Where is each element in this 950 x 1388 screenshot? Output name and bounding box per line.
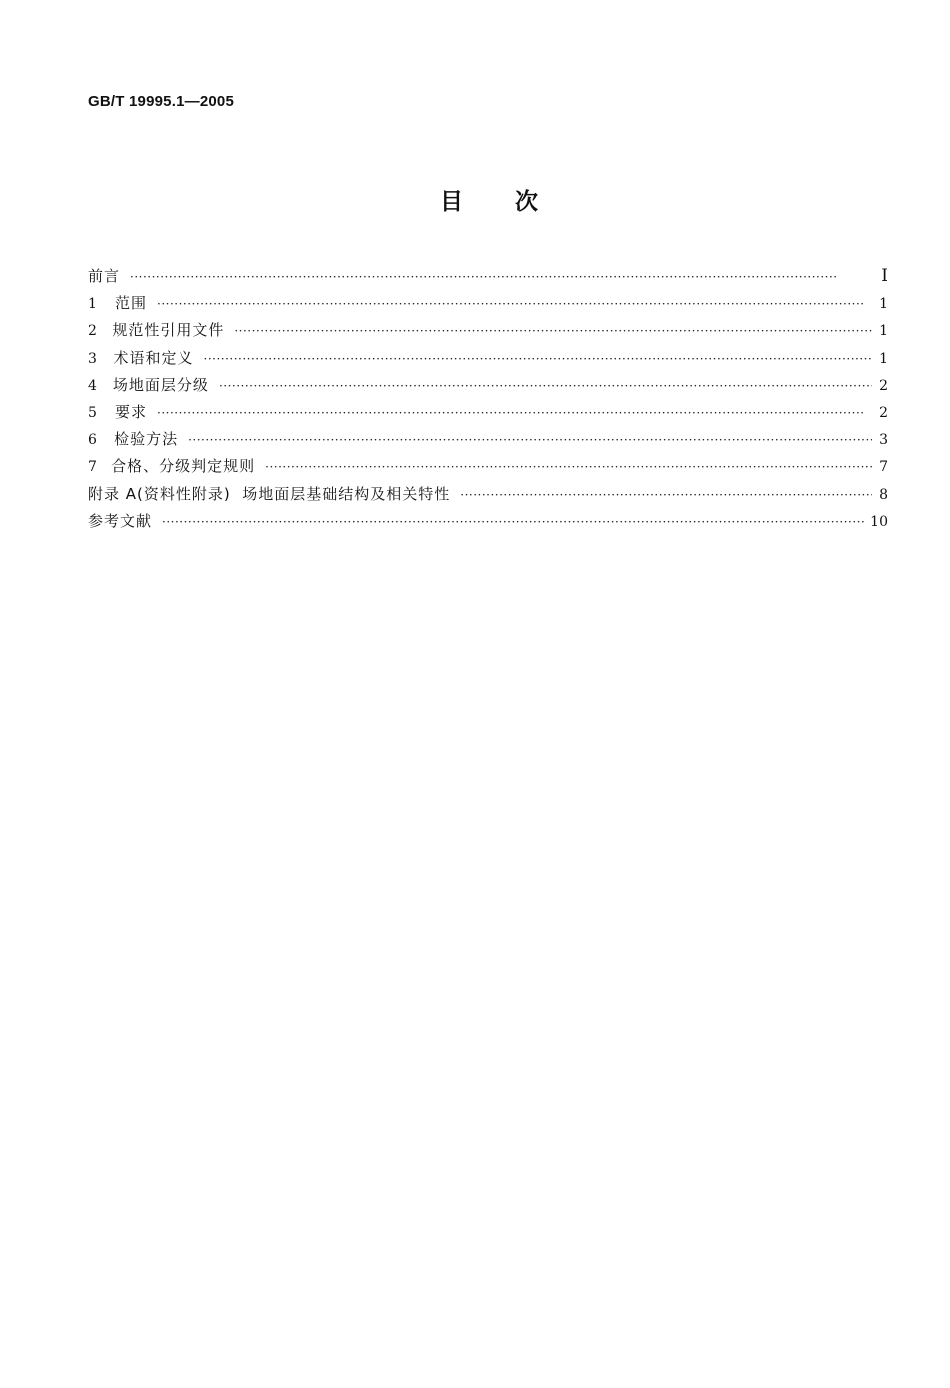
toc-entry-label: 参考文献 — [88, 511, 153, 530]
toc-entry-label: 附录 A(资料性附录) 场地面层基础结构及相关特性 — [88, 484, 451, 503]
toc-entry-surface-classification[interactable] — [88, 374, 888, 401]
toc-entry-page: 1 — [879, 350, 888, 367]
toc-entry-number: 4 — [88, 377, 97, 394]
toc-entry-number: 1 — [88, 296, 97, 313]
table-of-contents — [88, 265, 888, 537]
toc-entry-label: 要求 — [115, 402, 148, 421]
toc-leader-dots — [234, 324, 872, 338]
toc-leader-dots — [162, 515, 864, 529]
toc-leader-dots — [219, 379, 872, 393]
toc-leader-dots — [460, 488, 872, 502]
toc-leader-dots — [204, 352, 872, 366]
toc-entry-scope[interactable] — [88, 292, 888, 319]
toc-entry-normative-references[interactable] — [88, 319, 888, 346]
toc-entry-foreword[interactable] — [88, 265, 888, 292]
toc-entry-page: 1 — [879, 323, 888, 340]
toc-leader-dots — [157, 406, 872, 420]
toc-entry-page: 1 — [879, 296, 888, 313]
title-char-1: 目 — [440, 189, 463, 215]
toc-entry-label: 范围 — [115, 294, 148, 313]
toc-entry-page: 2 — [879, 404, 888, 421]
toc-entry-number: 2 — [88, 323, 97, 340]
toc-entry-page: 2 — [879, 377, 888, 394]
toc-entry-number: 5 — [88, 404, 97, 421]
toc-entry-requirements[interactable] — [88, 401, 888, 428]
toc-entry-page: 7 — [879, 459, 888, 476]
toc-entry-label: 场地面层分级 — [112, 375, 209, 394]
toc-entry-number: 6 — [88, 432, 97, 449]
toc-leader-dots — [265, 460, 872, 474]
toc-leader-dots — [130, 270, 872, 284]
toc-entry-page: 3 — [879, 432, 888, 449]
toc-entry-test-methods[interactable] — [88, 428, 888, 455]
page-title — [0, 183, 950, 216]
toc-entry-conformity-rules[interactable] — [88, 455, 888, 482]
toc-entry-page: I — [881, 266, 888, 286]
toc-leader-dots — [157, 297, 872, 311]
toc-entry-number: 7 — [88, 459, 97, 476]
toc-entry-label: 合格、分级判定规则 — [111, 457, 256, 476]
toc-entry-terms-definitions[interactable] — [88, 347, 888, 374]
toc-entry-page: 8 — [879, 486, 888, 503]
toc-entry-label: 术语和定义 — [113, 348, 194, 367]
toc-leader-dots — [188, 433, 872, 447]
toc-entry-annex-a[interactable] — [88, 483, 888, 510]
title-char-2: 次 — [515, 189, 538, 215]
standard-code: GB/T 19995.1—2005 — [88, 93, 234, 110]
toc-entry-page: 10 — [870, 513, 888, 530]
toc-entry-bibliography[interactable] — [88, 510, 888, 537]
toc-entry-label: 前言 — [88, 267, 121, 285]
toc-entry-number: 3 — [88, 350, 97, 367]
toc-entry-label: 规范性引用文件 — [112, 321, 225, 340]
toc-entry-label: 检验方法 — [114, 430, 179, 449]
